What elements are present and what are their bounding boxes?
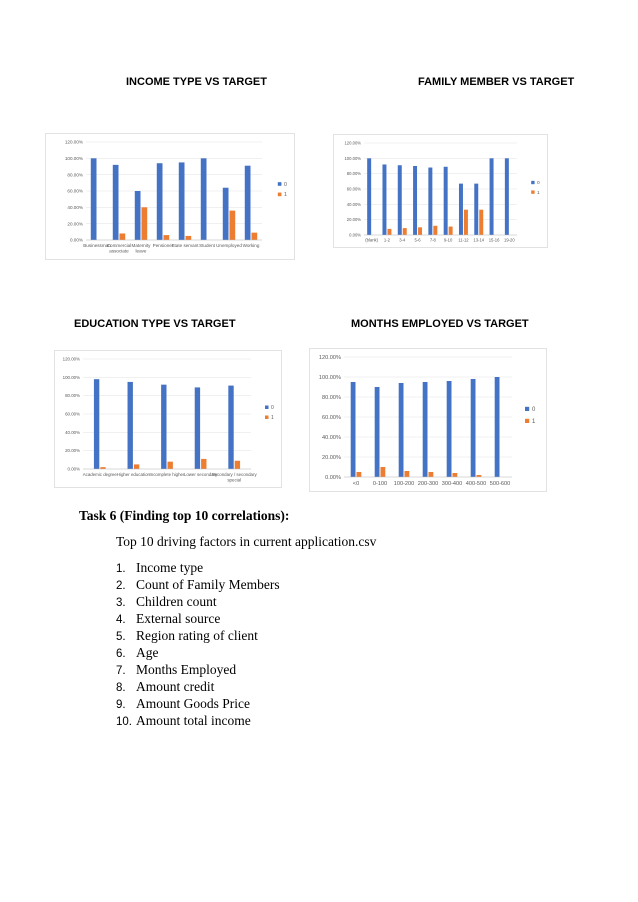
x-tick-label: Businessman bbox=[83, 243, 111, 249]
bar-series-0 bbox=[447, 381, 452, 477]
list-item bbox=[116, 661, 280, 678]
y-tick-label: 20.00% bbox=[346, 217, 361, 223]
x-tick-label: special bbox=[227, 477, 242, 483]
list-item-label: Age bbox=[136, 645, 159, 660]
bar-series-1 bbox=[252, 233, 258, 240]
bar-series-0 bbox=[399, 383, 404, 477]
bar-series-0 bbox=[223, 188, 229, 240]
bar-series-1 bbox=[381, 467, 386, 477]
bar-series-1 bbox=[134, 464, 139, 469]
bar-series-1 bbox=[100, 467, 105, 469]
education-type-chart-svg bbox=[55, 351, 281, 487]
list-item-label: Amount credit bbox=[136, 679, 215, 694]
task-heading: Task 6 (Finding top 10 correlations): bbox=[79, 508, 290, 523]
legend-swatch bbox=[531, 181, 534, 184]
list-item bbox=[116, 593, 280, 610]
bar-series-0 bbox=[157, 163, 163, 240]
bar-series-1 bbox=[201, 459, 206, 469]
x-tick-label: Unemployed bbox=[216, 243, 242, 249]
y-tick-label: 80.00% bbox=[322, 394, 341, 401]
list-item-label: Children count bbox=[136, 594, 217, 609]
legend-label: 0 bbox=[271, 405, 274, 411]
y-tick-label: 60.00% bbox=[346, 186, 361, 192]
bar-series-0 bbox=[91, 158, 97, 240]
bar-series-1 bbox=[449, 227, 453, 235]
bar-series-1 bbox=[477, 475, 482, 477]
x-tick-label: 5-6 bbox=[414, 237, 421, 243]
y-tick-label: 100.00% bbox=[344, 155, 361, 161]
bar-series-0 bbox=[161, 385, 166, 469]
legend-swatch bbox=[278, 193, 282, 197]
y-tick-label: 100.00% bbox=[64, 155, 83, 161]
y-tick-label: 60.00% bbox=[322, 414, 341, 421]
list-item bbox=[116, 576, 280, 593]
legend-label: 1 bbox=[532, 419, 536, 425]
bar-series-0 bbox=[428, 168, 432, 235]
bar-series-0 bbox=[423, 382, 428, 477]
list-intro: Top 10 driving factors in current application.csv bbox=[116, 534, 377, 549]
legend-label: 1 bbox=[537, 190, 540, 196]
months-employed-chart-svg bbox=[310, 349, 546, 491]
y-tick-label: 0.00% bbox=[325, 474, 341, 481]
income-type-chart bbox=[45, 133, 295, 260]
y-tick-label: 40.00% bbox=[67, 204, 83, 210]
y-tick-label: 40.00% bbox=[322, 434, 341, 441]
bar-series-0 bbox=[495, 377, 500, 477]
y-tick-label: 40.00% bbox=[346, 201, 361, 207]
income-type-chart-title: INCOME TYPE VS TARGET bbox=[126, 76, 267, 88]
months-employed-chart bbox=[309, 348, 547, 492]
list-number: 2. bbox=[116, 580, 126, 592]
x-tick-label: Secondary / secondary bbox=[211, 471, 257, 477]
x-tick-label: leave bbox=[135, 248, 147, 254]
bar-series-0 bbox=[94, 379, 99, 469]
list-item bbox=[116, 627, 280, 644]
bar-series-0 bbox=[375, 387, 380, 477]
bar-series-1 bbox=[186, 236, 192, 240]
bar-series-0 bbox=[474, 184, 478, 235]
legend-swatch bbox=[525, 407, 529, 411]
bar-series-0 bbox=[413, 166, 417, 235]
list-item-label: Income type bbox=[136, 560, 204, 575]
x-tick-label: 1-2 bbox=[383, 237, 390, 243]
list-item-label: Count of Family Members bbox=[136, 577, 280, 592]
x-tick-label: Pensioner bbox=[152, 243, 174, 249]
y-tick-label: 120.00% bbox=[318, 354, 341, 361]
bar-series-0 bbox=[490, 158, 494, 235]
legend-label: 0 bbox=[532, 407, 536, 413]
bar-series-1 bbox=[230, 211, 236, 240]
x-tick-label: 15-16 bbox=[488, 237, 500, 243]
list-number: 1. bbox=[116, 563, 126, 575]
x-tick-label: 0-100 bbox=[372, 481, 388, 488]
x-tick-label: Working bbox=[242, 243, 260, 249]
x-tick-label: 400-500 bbox=[465, 481, 487, 488]
list-item bbox=[116, 610, 280, 627]
y-tick-label: 100.00% bbox=[318, 374, 341, 381]
legend-label: 1 bbox=[284, 192, 287, 199]
x-tick-label: 100-200 bbox=[393, 481, 415, 488]
bar-series-1 bbox=[387, 229, 391, 235]
x-tick-label: 500-600 bbox=[489, 481, 511, 488]
y-tick-label: 40.00% bbox=[65, 429, 80, 435]
legend-swatch bbox=[265, 416, 269, 420]
bar-series-0 bbox=[382, 164, 386, 235]
bar-series-1 bbox=[357, 472, 362, 477]
factor-list bbox=[116, 559, 280, 729]
x-tick-label: Incomplete higher bbox=[149, 471, 185, 477]
x-tick-label: 3-4 bbox=[399, 237, 406, 243]
legend-swatch bbox=[525, 419, 529, 423]
x-tick-label: 13-14 bbox=[473, 237, 485, 243]
bar-series-1 bbox=[235, 461, 240, 469]
x-tick-label: Lower secondary bbox=[183, 471, 218, 477]
bar-series-0 bbox=[179, 162, 185, 240]
bar-series-1 bbox=[164, 235, 170, 240]
x-tick-label: <0 bbox=[352, 481, 360, 488]
y-tick-label: 100.00% bbox=[62, 374, 80, 380]
bar-series-0 bbox=[228, 386, 233, 469]
legend-swatch bbox=[531, 190, 534, 193]
list-number: 9. bbox=[116, 699, 126, 711]
y-tick-label: 20.00% bbox=[322, 454, 341, 461]
x-tick-label: 9-10 bbox=[443, 237, 453, 243]
y-tick-label: 0.00% bbox=[67, 466, 80, 472]
list-number: 7. bbox=[116, 665, 126, 677]
x-tick-label: associate bbox=[109, 248, 129, 254]
y-tick-label: 0.00% bbox=[69, 237, 83, 243]
bar-series-0 bbox=[245, 166, 251, 240]
x-tick-label: 19-20 bbox=[503, 237, 515, 243]
bar-series-1 bbox=[433, 226, 437, 235]
bar-series-0 bbox=[444, 167, 448, 235]
bar-series-0 bbox=[351, 382, 356, 477]
x-tick-label: Academic degree bbox=[82, 471, 117, 477]
legend-label: 1 bbox=[271, 415, 274, 421]
list-number: 5. bbox=[116, 631, 126, 643]
bar-series-1 bbox=[142, 207, 148, 240]
y-tick-label: 80.00% bbox=[67, 172, 83, 178]
list-item-label: Region rating of client bbox=[136, 628, 258, 643]
list-number: 4. bbox=[116, 614, 126, 626]
bar-series-1 bbox=[403, 228, 407, 235]
family-member-chart-svg bbox=[334, 135, 547, 247]
family-member-chart-title: FAMILY MEMBER VS TARGET bbox=[418, 76, 575, 88]
list-item bbox=[116, 559, 280, 576]
bar-series-0 bbox=[398, 165, 402, 235]
list-number: 6. bbox=[116, 648, 126, 660]
x-tick-label: Maternity bbox=[131, 243, 151, 249]
y-tick-label: 60.00% bbox=[67, 188, 83, 194]
bar-series-0 bbox=[195, 387, 200, 469]
family-member-chart bbox=[333, 134, 548, 248]
bar-series-1 bbox=[429, 472, 434, 477]
list-number: 3. bbox=[116, 597, 126, 609]
list-item-label: Months Employed bbox=[136, 662, 237, 677]
y-tick-label: 20.00% bbox=[65, 448, 80, 454]
bar-series-1 bbox=[418, 227, 422, 235]
x-tick-label: (blank) bbox=[365, 237, 379, 243]
bar-series-0 bbox=[459, 184, 463, 235]
list-number: 10. bbox=[116, 716, 132, 728]
x-tick-label: 200-300 bbox=[417, 481, 439, 488]
bar-series-1 bbox=[464, 210, 468, 235]
y-tick-label: 60.00% bbox=[65, 411, 80, 417]
y-tick-label: 80.00% bbox=[65, 393, 80, 399]
list-item-label: Amount Goods Price bbox=[136, 696, 250, 711]
list-item-label: External source bbox=[136, 611, 221, 626]
x-tick-label: State servant bbox=[171, 243, 199, 249]
income-type-chart-svg bbox=[46, 134, 294, 259]
bar-series-1 bbox=[168, 462, 173, 469]
list-item bbox=[116, 644, 280, 661]
x-tick-label: Higher education bbox=[116, 471, 151, 477]
bar-series-0 bbox=[128, 382, 133, 469]
bar-series-1 bbox=[405, 471, 410, 477]
legend-label: 0 bbox=[284, 181, 287, 188]
education-type-chart bbox=[54, 350, 282, 488]
x-tick-label: 7-8 bbox=[429, 237, 436, 243]
x-tick-label: Commercial bbox=[106, 243, 132, 249]
bar-series-0 bbox=[367, 158, 371, 235]
y-tick-label: 120.00% bbox=[64, 139, 83, 145]
bar-series-0 bbox=[201, 158, 207, 240]
list-item bbox=[116, 695, 280, 712]
x-tick-label: 300-400 bbox=[441, 481, 463, 488]
bar-series-1 bbox=[120, 233, 126, 240]
legend-label: 0 bbox=[537, 181, 540, 187]
list-item-label: Amount total income bbox=[136, 713, 251, 728]
education-type-chart-title: EDUCATION TYPE VS TARGET bbox=[74, 318, 236, 330]
y-tick-label: 80.00% bbox=[346, 171, 361, 177]
list-number: 8. bbox=[116, 682, 126, 694]
bar-series-0 bbox=[505, 158, 509, 235]
y-tick-label: 20.00% bbox=[67, 221, 83, 227]
x-tick-label: Student bbox=[199, 243, 215, 249]
y-tick-label: 0.00% bbox=[349, 232, 361, 238]
bar-series-0 bbox=[113, 165, 119, 240]
bar-series-0 bbox=[135, 191, 141, 240]
list-item bbox=[116, 712, 280, 729]
bar-series-1 bbox=[453, 473, 458, 477]
y-tick-label: 120.00% bbox=[344, 140, 361, 146]
bar-series-0 bbox=[471, 379, 476, 477]
months-employed-chart-title: MONTHS EMPLOYED VS TARGET bbox=[351, 318, 529, 330]
bar-series-1 bbox=[479, 210, 483, 235]
legend-swatch bbox=[265, 406, 269, 410]
x-tick-label: 11-12 bbox=[458, 237, 469, 243]
legend-swatch bbox=[278, 182, 282, 186]
y-tick-label: 120.00% bbox=[62, 356, 80, 362]
list-item bbox=[116, 678, 280, 695]
